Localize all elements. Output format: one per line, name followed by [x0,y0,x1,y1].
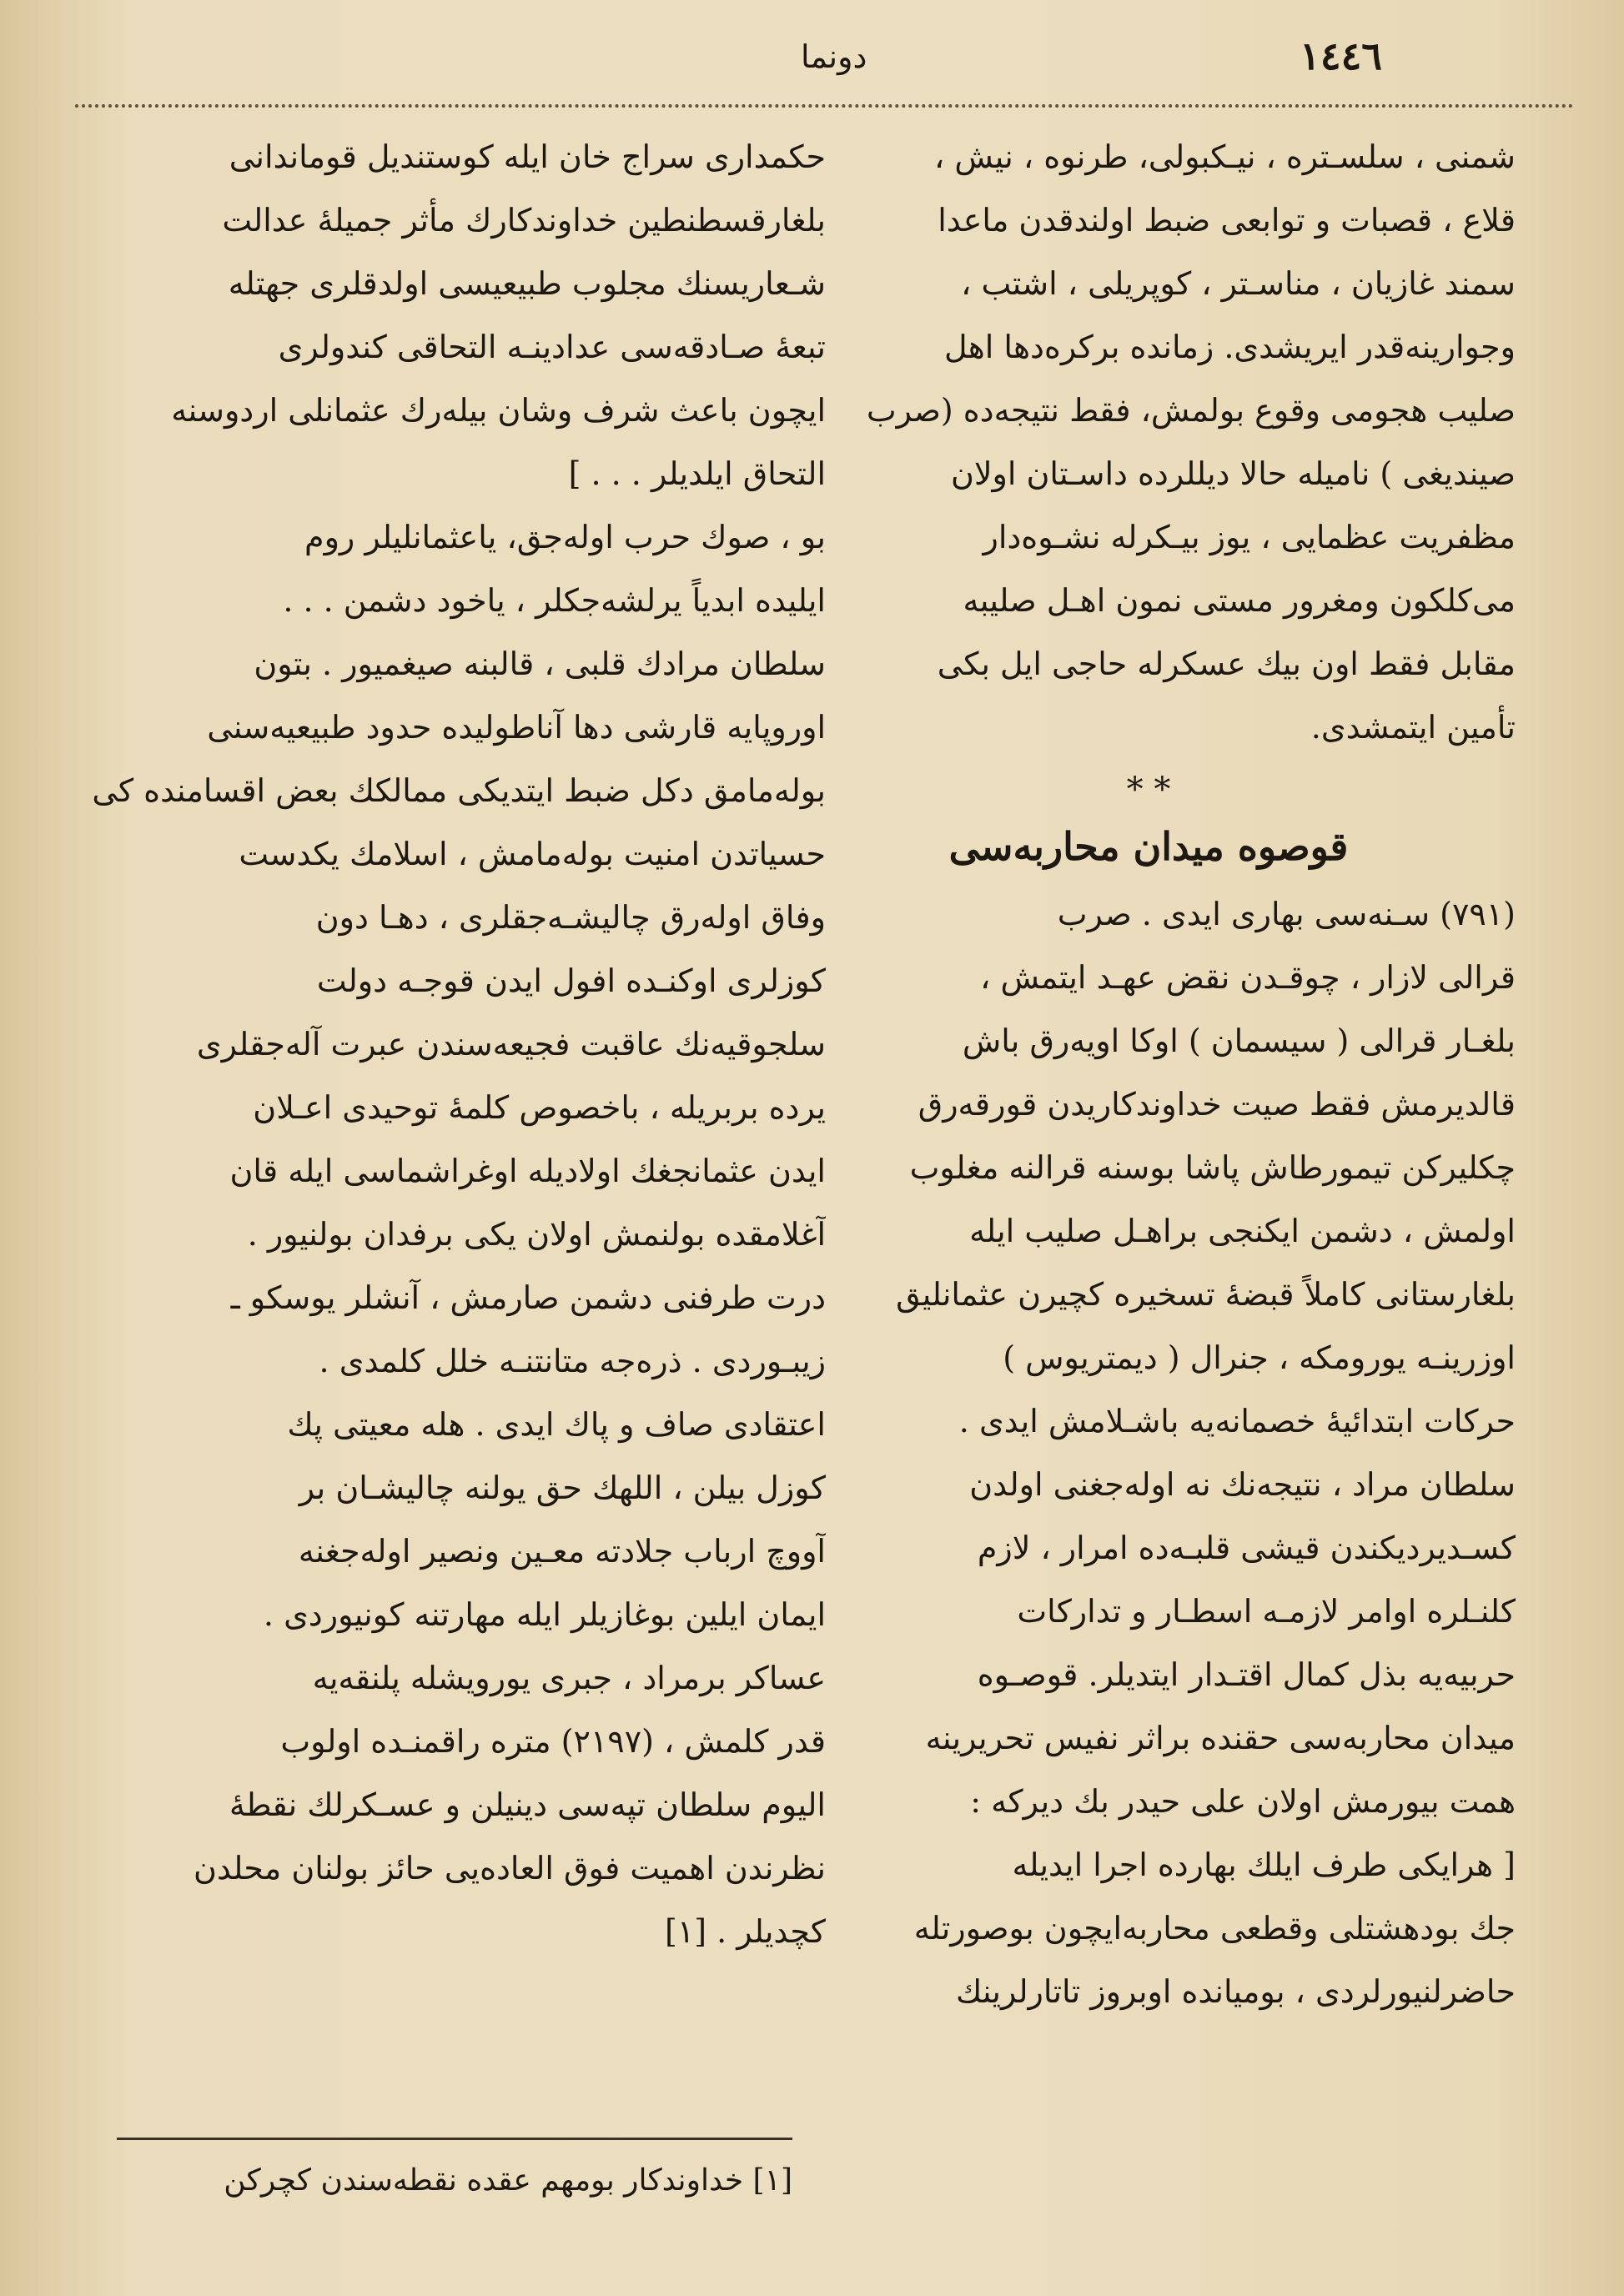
text-line: اوزرینـه یورومکه ، جنرال ( دیمتریوس ) [1003,1339,1516,1376]
text-line: صیندیغی ) نامیله حالا دیللرده داسـتان اولان [950,455,1516,492]
header-dotted-rule [75,104,1574,108]
text-line: همت بیورمش اولان علی حیدر بك دیرکه : [970,1783,1516,1820]
text-line: عساکر برمراد ، جبری یورویشله پلنقه‌یه [312,1660,826,1696]
text-line: حاضرلنیورلردی ، بومیانده‌ اوبروز تاتارلرینك [955,1973,1516,2010]
text-line: سمند غازیان ، مناسـتر ، کوپریلی ، اشتب ، [961,265,1516,302]
text-line: ایدن عثمانجغك اولادیله اوغراشماسی ایله قان [229,1153,826,1189]
text-line: اعتقادی صاف و پاك ایدی . هله معیتی پك [287,1406,826,1443]
text-line: تبعهٔ صـادقه‌سی عدادینـه التحاقی کندولری [278,329,826,365]
text-line: اوروپایه قارشی دها آناطولیده حدود طبیعیه‌سنی [207,709,826,746]
text-line: سلطان مرادك قلبی ، قالبنه صیغمیور . بتون [254,646,826,682]
text-line: (٧٩١) سـنه‌سی بهاری ایدی . صرب [1057,896,1516,932]
text-line: بو ، صوك حرب اوله‌جق، یاعثمانلیلر روم [304,519,826,555]
text-line: قالدیرمش فقط صیت خداوندکاریدن قورقه‌رق [918,1086,1516,1123]
footnote-rule [117,2138,792,2140]
text-line: بلغارقسطنطین خداوندکارك مأثر جمیلهٔ عدالت [222,202,826,239]
right-column-paragraph-1 [782,125,1516,759]
text-line: صلیب هجومی وقوع بولمش، فقط نتیجه‌ده (صرب [866,392,1516,429]
text-line: ایلیده ابدیاً یرلشه‌جکلر ، یاخود دشمن . . . [283,582,826,619]
text-line: شمنی ، سلسـتره ، نیـکبولی، طرنوه ، نیش ، [933,138,1516,175]
text-line: چکلیرکن تیمورطاش پاشا بوسنه قرالنه مغلوب [909,1149,1516,1186]
text-line: کوزل بیلن ، اللهك حق یولنه چالیشـان بر [299,1470,826,1506]
text-line: سلجوقیه‌نك عاقبت فجیعه‌سندن عبرت آله‌جقلری [196,1026,826,1063]
text-line: حرکات ابتدائیهٔ خصمانه‌یه باشـلامش ایدی . [958,1403,1516,1439]
text-line: تأمین ایتمشدی. [1310,709,1516,746]
text-line: یرده بربریله ، باخصوص کلمهٔ توحیدی اعـلان [253,1089,826,1126]
text-line: سلطان مراد ، نتیجه‌نك نه اوله‌جغنی اولدن [969,1466,1516,1503]
running-title: دونما [801,38,867,75]
text-line: قلاع ، قصبات و توابعی ضبط اولندقدن ماعدا [938,202,1516,239]
text-line: جك بودهشتلی وقطعی محاربه‌ایچون بوصورتله [913,1910,1516,1947]
right-column [782,125,1516,2023]
text-line: التحاق ایلدیلر . . . ] [568,455,826,492]
text-line: آغلامقده بولنمش اولان یکی برفدان بولنیور . [247,1216,826,1253]
text-line: حربیه‌یه بذل کمال اقتـدار ایتدیلر. قوصـوه [977,1656,1516,1693]
footnote: [١] خداوندکار بومهم عقده نقطه‌سندن کچرکن [224,2163,792,2198]
text-line: میدان محاربه‌سی حقنده براثر نفیس تحریرینه [925,1720,1516,1756]
page-header [67,33,1574,100]
text-line: کوزلری اوکنـده افول ایدن قوجـه دولت [316,962,826,999]
text-line: شـعاریسنك مجلوب طبیعیسی اولدقلری جهتله [228,265,826,302]
text-line: بوله‌مامق دکل ضبط ایتدیکی ممالکك بعض اقسامنده کی [92,772,826,809]
text-line: کلنـلره اوامر لازمـه اسطـار و تدارکات [1017,1593,1516,1630]
section-heading: قوصوه میدان محاربه‌سی [948,824,1349,869]
text-line: حکمداری سراج خان ایله کوستندیل قوماندانی [229,138,826,175]
page-number: ١٤٤٦ [1300,33,1382,78]
text-line: وفاق اوله‌رق چالیشـه‌جقلری ، دهـا دون [315,899,826,936]
text-line: اولمش ، دشمن ایکنجی براهـل صلیب ایله [969,1213,1516,1249]
text-line: ایچون باعث شرف وشان بیله‌رك عثمانلی اردوسنه [171,392,826,429]
text-line: [ هرایکی طرف ایلك بهارده اجرا ایدیله [1012,1846,1516,1883]
left-column [92,125,826,1963]
text-line: آووچ ارباب جلادته معـین ونصیر اوله‌جغنه [298,1533,826,1570]
text-line: بلغارستانی کاملاً قبضهٔ تسخیره کچیرن عثمانلیق [896,1276,1516,1313]
text-line: حسیاتدن امنیت بوله‌مامش ، اسلامك یکدست [239,836,826,872]
right-column-paragraph-2 [782,882,1516,2023]
text-line: درت طرفنی دشمن صارمش ، آنشلر یوسکو ـ [230,1279,826,1316]
text-line: کچدیلر . [١] [664,1913,826,1950]
text-line: الیوم سلطان تپه‌سی دینیلن و عسـکرلك نقطهٔ [229,1786,826,1823]
text-line: نظرندن اهمیت فوق العاده‌یی حائز بولنان محلدن [193,1850,826,1887]
section-separator-stars: * * [1126,771,1171,809]
text-line: زیبـوردی . ذره‌جه متانتنـه خلل کلمدی . [319,1343,826,1379]
text-line: قرالی لازار ، چوقـدن نقض عهـد ایتمش ، [980,959,1516,996]
text-line: می‌کلکون ومغرور مستی نمون اهـل صلیبه [963,582,1516,619]
text-line: کسـدیردیکندن قیشی قلبـه‌ده امرار ، لازم [977,1530,1516,1566]
text-line: بلغـار قرالی ( سیسمان ) اوکا اویه‌رق باش [962,1022,1516,1059]
left-column-text [92,125,826,1963]
text-line: قدر کلمش ، (٢١٩٧) متره راقمنـده اولوب [280,1723,826,1760]
text-line: مقابل فقط اون بیك عسکرله حاجی ایل بکی [937,646,1516,682]
text-line: مظفریت عظمایی ، یوز بیـکرله نشـوه‌دار [983,519,1516,555]
text-line: وجوارینه‌قدر ایریشدی. زمانده برکره‌دها اهل [943,329,1516,365]
text-line: ایمان ایلین بوغازیلر ایله مهارتنه کونیوردی . [263,1596,826,1633]
